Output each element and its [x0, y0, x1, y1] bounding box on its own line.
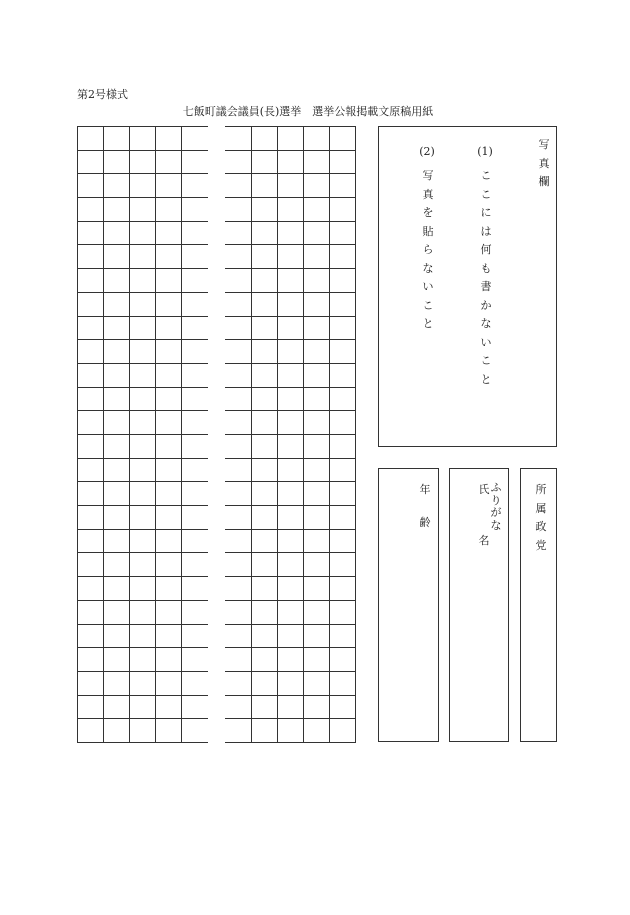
grid-row-line-left [77, 718, 208, 719]
grid-row-line-right [225, 529, 356, 530]
grid-row-line-left [77, 387, 208, 388]
grid-column-line-right [329, 126, 330, 743]
grid-row-line-right [225, 624, 356, 625]
grid-row-line-left [77, 434, 208, 435]
form-number: 第2号様式 [77, 88, 128, 101]
grid-row-line-left [77, 268, 208, 269]
grid-column-line-left [181, 126, 182, 743]
grid-row-line-right [225, 671, 356, 672]
grid-row-line-left [77, 126, 208, 127]
grid-row-line-right [225, 387, 356, 388]
photo-note-1-text: こ こ に は 何 も 書 か な い こ と [480, 169, 492, 386]
grid-row-line-right [225, 552, 356, 553]
grid-row-line-left [77, 481, 208, 482]
grid-row-line-right [225, 268, 356, 269]
grid-column-line-left [103, 126, 104, 743]
grid-row-line-right [225, 244, 356, 245]
grid-row-line-left [77, 197, 208, 198]
grid-column-line-right [303, 126, 304, 743]
furigana-label: ふ り が な [490, 481, 502, 532]
grid-row-line-left [77, 647, 208, 648]
party-box [520, 468, 557, 742]
party-label: 所 属 政 党 [535, 483, 547, 552]
grid-row-line-left [77, 552, 208, 553]
grid-row-line-left [77, 410, 208, 411]
grid-row-line-right [225, 173, 356, 174]
grid-row-line-left [77, 458, 208, 459]
grid-row-line-right [225, 150, 356, 151]
grid-row-line-left [77, 600, 208, 601]
photo-box-label: 写 真 欄 [538, 138, 550, 188]
grid-row-line-left [77, 742, 208, 743]
form-title: 七飯町議会議員(長)選挙 選挙公報掲載文原稿用紙 [182, 105, 434, 118]
grid-row-line-right [225, 600, 356, 601]
grid-column-line-left [129, 126, 130, 743]
grid-row-line-left [77, 624, 208, 625]
age-label-bottom: 齢 [419, 516, 431, 529]
grid-row-line-left [77, 576, 208, 577]
grid-row-line-right [225, 576, 356, 577]
grid-column-line-right [355, 126, 356, 743]
name-char-2: 名 [478, 534, 490, 547]
grid-row-line-left [77, 173, 208, 174]
grid-row-line-right [225, 718, 356, 719]
grid-row-line-left [77, 150, 208, 151]
photo-box [378, 126, 557, 447]
grid-row-line-left [77, 292, 208, 293]
grid-row-line-right [225, 221, 356, 222]
grid-row-line-right [225, 481, 356, 482]
age-label-top: 年 [419, 483, 431, 496]
grid-column-line-right [277, 126, 278, 743]
grid-row-line-left [77, 695, 208, 696]
grid-row-line-right [225, 126, 356, 127]
photo-note-2-text: 写 真 を 貼 ら な い こ と [422, 169, 434, 330]
grid-row-line-left [77, 316, 208, 317]
grid-row-line-right [225, 363, 356, 364]
grid-row-line-right [225, 339, 356, 340]
grid-row-line-right [225, 647, 356, 648]
grid-column-line-left [77, 126, 78, 743]
photo-note-2-number: (2) [419, 145, 435, 158]
name-char-1: 氏 [478, 483, 490, 496]
grid-row-line-right [225, 695, 356, 696]
grid-row-line-left [77, 505, 208, 506]
grid-row-line-left [77, 339, 208, 340]
grid-row-line-left [77, 671, 208, 672]
grid-row-line-right [225, 316, 356, 317]
grid-row-line-left [77, 363, 208, 364]
grid-row-line-right [225, 434, 356, 435]
grid-row-line-left [77, 221, 208, 222]
photo-note-1-number: (1) [477, 145, 493, 158]
grid-row-line-right [225, 458, 356, 459]
grid-row-line-left [77, 529, 208, 530]
name-box [449, 468, 509, 742]
grid-row-line-left [77, 244, 208, 245]
grid-row-line-right [225, 505, 356, 506]
grid-row-line-right [225, 292, 356, 293]
grid-row-line-right [225, 410, 356, 411]
age-box [378, 468, 439, 742]
grid-column-line-right [251, 126, 252, 743]
grid-row-line-right [225, 742, 356, 743]
grid-row-line-right [225, 197, 356, 198]
grid-column-line-left [155, 126, 156, 743]
